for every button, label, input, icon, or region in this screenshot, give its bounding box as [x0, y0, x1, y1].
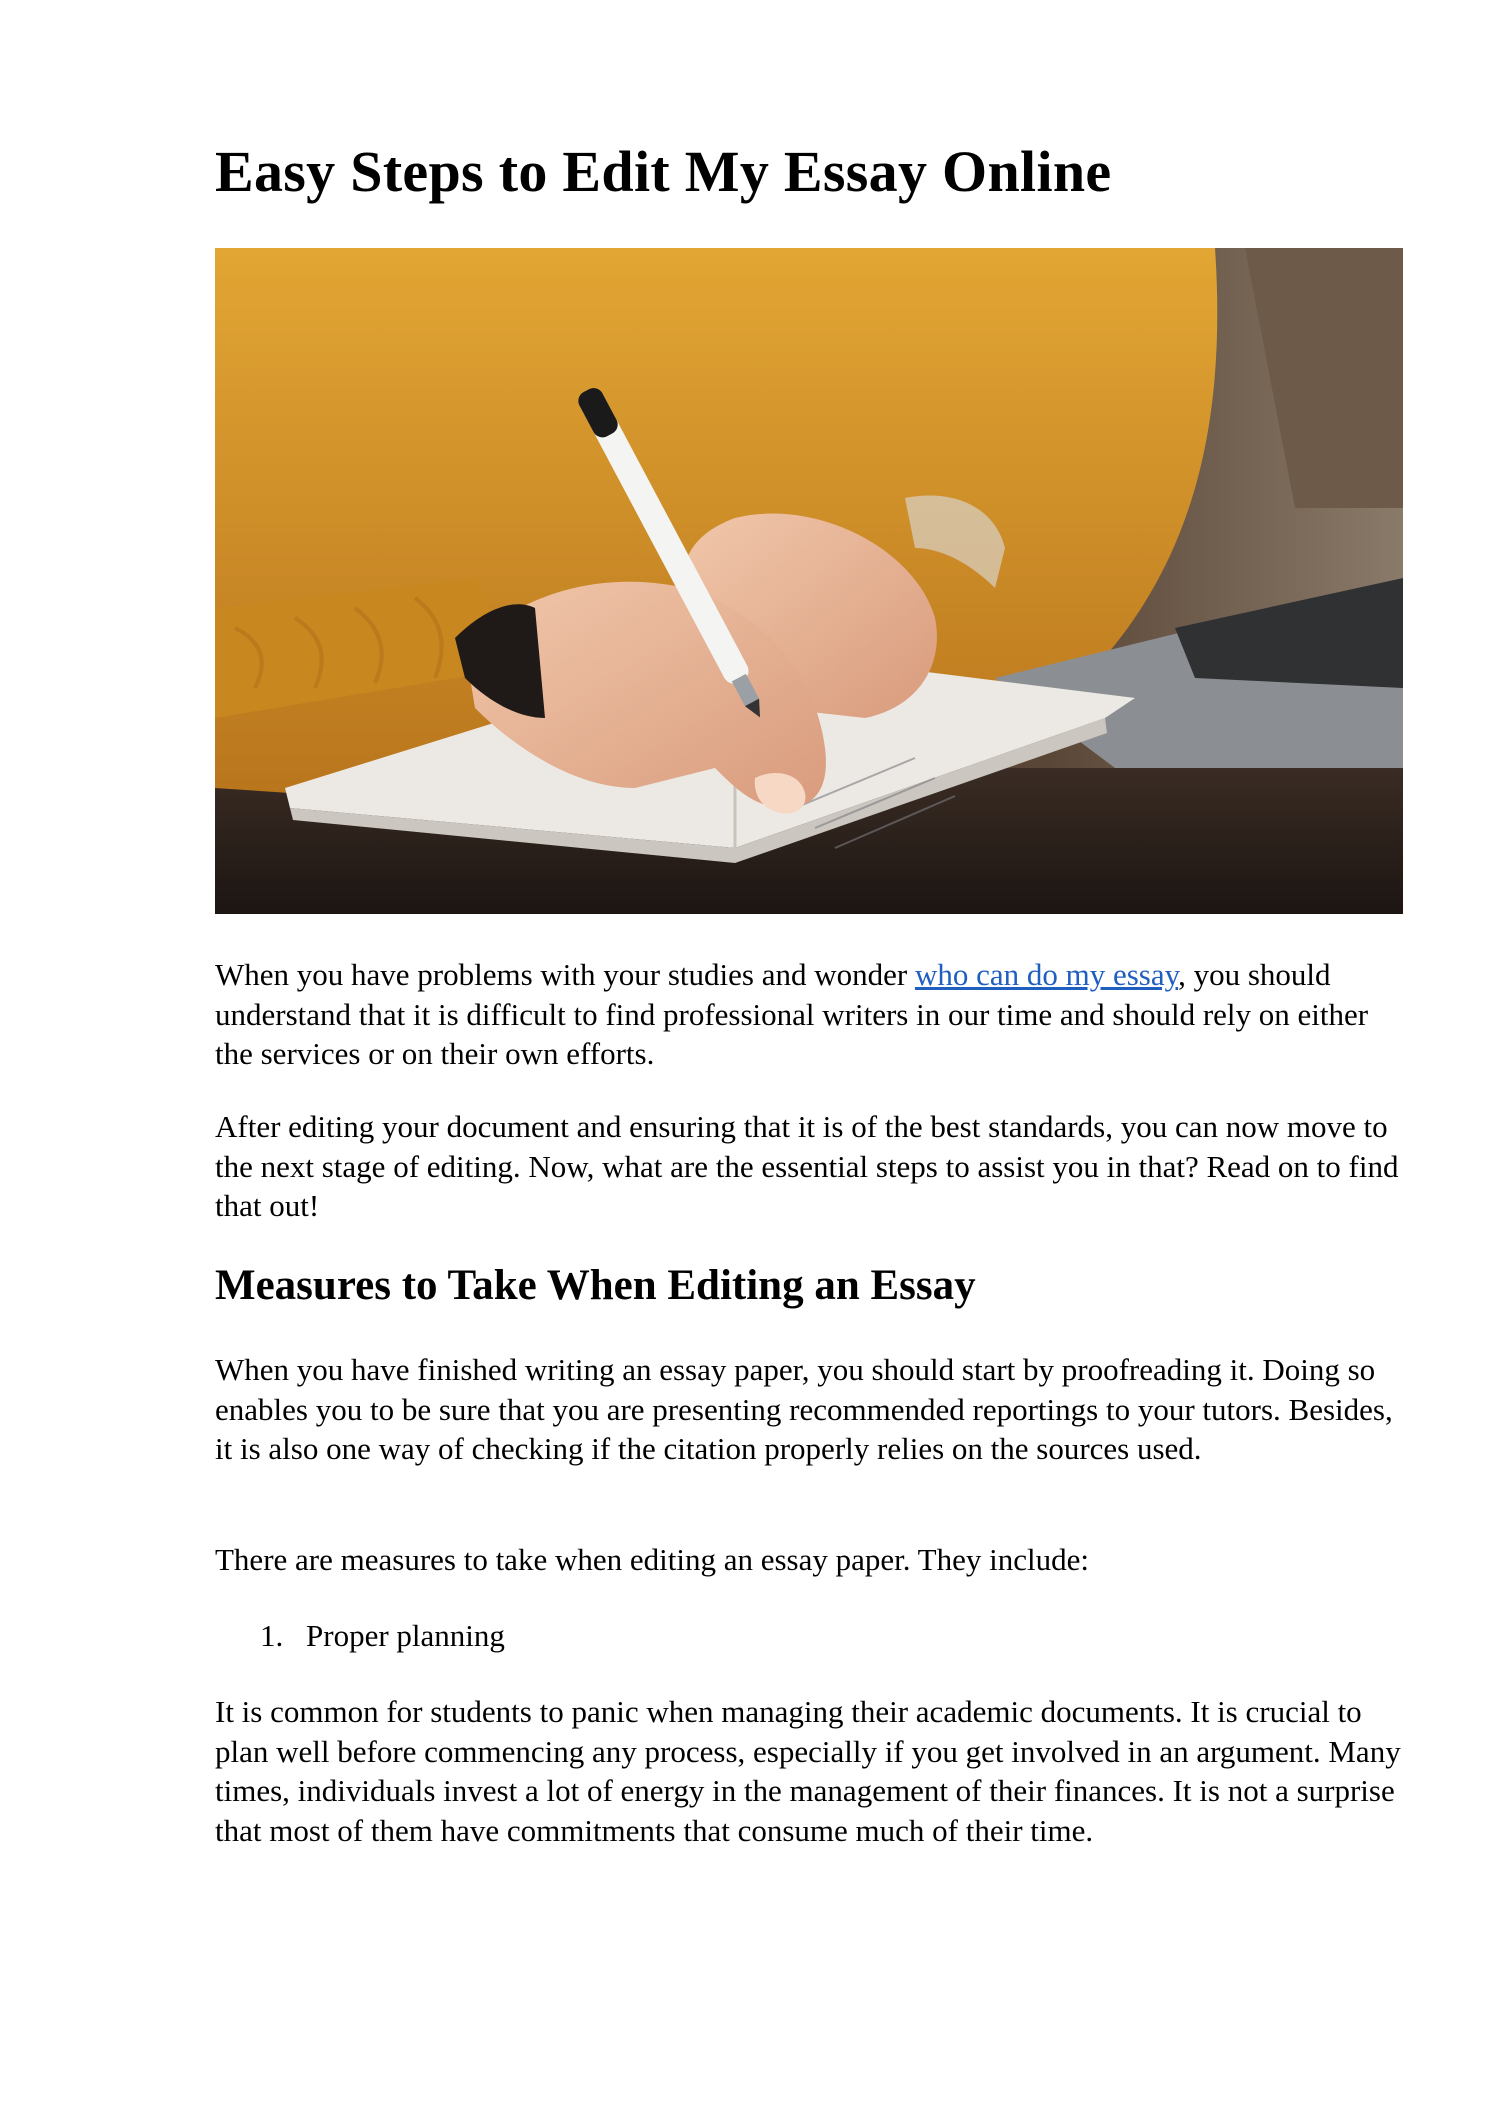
intro-text-before-link: When you have problems with your studies and wonder — [215, 957, 915, 992]
intro-text-after-link: , you should understand that it is difficult to find professional writers in our time and should rely on either the services or on their own efforts. — [215, 957, 1369, 1071]
intro-paragraph — [215, 955, 1405, 1074]
list-item-text: Proper planning — [306, 1618, 505, 1653]
writing-hand-photo-icon — [215, 248, 1403, 914]
hero-image — [215, 248, 1403, 914]
section-heading: Measures to Take When Editing an Essay — [215, 1262, 976, 1309]
list-item — [260, 1616, 505, 1656]
measures-intro-paragraph: There are measures to take when editing an essay paper. They include: — [215, 1542, 1089, 1577]
planning-paragraph: It is common for students to panic when managing their academic documents. It is crucial to plan well before commencing any process, especially if you get involved in an argument. Many times, individuals invest a lot of energy in the management of their finances. It is not a surprise that most of them have commitments that consume much of their time. — [215, 1694, 1401, 1848]
essay-service-link[interactable]: who can do my essay — [914, 957, 1179, 992]
editing-paragraph: After editing your document and ensuring that it is of the best standards, you can now move to the next stage of editing. Now, what are the essential steps to assist you in that? Read on to find that out! — [215, 1109, 1399, 1223]
list-item-number: 1. — [260, 1618, 284, 1653]
page-title: Easy Steps to Edit My Essay Online — [215, 139, 1112, 204]
proofreading-paragraph: When you have finished writing an essay paper, you should start by proofreading it. Doing so enables you to be sure that you are presenting recommended reportings to your tutors. Besides, it is also one way of checking if the citation properly relies on the sources used. — [215, 1352, 1393, 1466]
